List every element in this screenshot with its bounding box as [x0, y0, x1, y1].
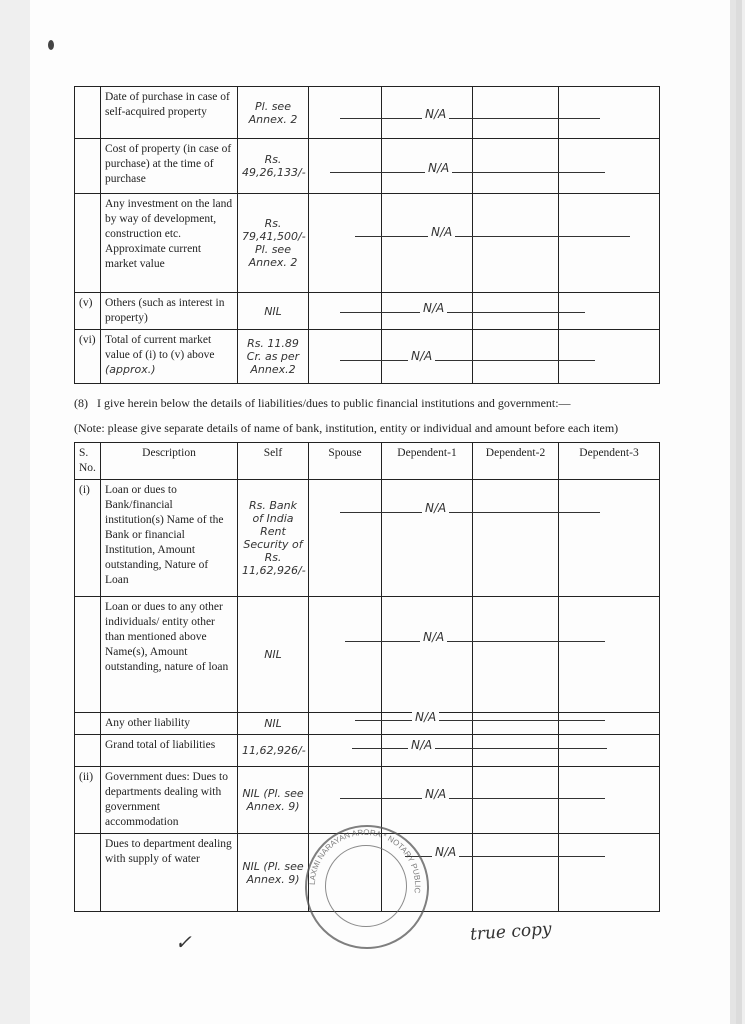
section-8-note: (Note: please give separate details of name of bank, institution, entity or individual and amount before each item): [74, 421, 619, 435]
na-strike-line: [340, 512, 600, 513]
sno-cell: [75, 713, 101, 735]
na-mark: N/A: [425, 161, 452, 175]
table-row: [75, 293, 660, 330]
header-dependent-2: Dependent-2: [473, 443, 559, 480]
table-row: [75, 194, 660, 293]
na-strike-line: [345, 641, 605, 642]
header-dependent-3: Dependent-3: [559, 443, 660, 480]
notary-stamp: [305, 825, 429, 949]
check-mark: ✓: [175, 930, 192, 954]
na-mark: N/A: [422, 107, 449, 121]
sno-cell: (i): [75, 480, 101, 597]
description-cell: Others (such as interest in property): [101, 293, 238, 330]
description-cell: Any investment on the land by way of development, construction etc. Approximate current market value: [101, 194, 238, 293]
self-cell: NIL: [238, 293, 309, 330]
stamp-text-ring: [305, 825, 425, 945]
self-cell: NIL (Pl. see Annex. 9): [238, 834, 309, 912]
na-mark: N/A: [408, 738, 435, 752]
na-mark: N/A: [428, 225, 455, 239]
table-row: [75, 767, 660, 834]
table-row: [75, 735, 660, 767]
header-sno: S. No.: [75, 443, 101, 480]
na-strike-line: [340, 360, 595, 361]
na-strike-line: [340, 798, 605, 799]
sno-cell: (ii): [75, 767, 101, 834]
description-cell: Cost of property (in case of purchase) at the time of purchase: [101, 139, 238, 194]
na-mark: N/A: [408, 349, 435, 363]
table-row: [75, 139, 660, 194]
table-row: [75, 87, 660, 139]
description-text: Total of current market value of (i) to (v) above: [105, 334, 215, 361]
self-cell: Rs. 79,41,500/- Pl. see Annex. 2: [238, 194, 309, 293]
na-strike-line: [355, 236, 630, 237]
self-cell: NIL (Pl. see Annex. 9): [238, 767, 309, 834]
sno-cell: [75, 597, 101, 713]
sno-cell: [75, 139, 101, 194]
sno-cell: [75, 735, 101, 767]
table-row: [75, 480, 660, 597]
description-cell: Loan or dues to any other individuals/ entity other than mentioned above Name(s), Amount outstanding, nature of loan: [101, 597, 238, 713]
header-spouse: Spouse: [309, 443, 382, 480]
na-strike-line: [330, 172, 605, 173]
na-mark: N/A: [412, 710, 439, 724]
description-cell: Dues to department dealing with supply of water: [101, 834, 238, 912]
description-cell: Date of purchase in case of self-acquired property: [101, 87, 238, 139]
self-cell: 11,62,926/-: [238, 735, 309, 767]
self-cell: NIL: [238, 713, 309, 735]
table-row: [75, 713, 660, 735]
sno-cell: (vi): [75, 330, 101, 384]
description-cell: Grand total of liabilities: [101, 735, 238, 767]
description-cell: Government dues: Dues to departments dealing with government accommodation: [101, 767, 238, 834]
na-mark: N/A: [422, 787, 449, 801]
description-cell: [101, 330, 238, 384]
sno-cell: (v): [75, 293, 101, 330]
header-description: Description: [101, 443, 238, 480]
section-8-heading: [74, 396, 571, 411]
sno-cell: [75, 87, 101, 139]
na-strike-line: [355, 720, 605, 721]
section-text: I give herein below the details of liabilities/dues to public financial institutions and government:—: [97, 396, 571, 410]
sno-cell: [75, 194, 101, 293]
sno-cell: [75, 834, 101, 912]
self-cell: Rs. Bank of India Rent Security of Rs. 11,62,926/-: [238, 480, 309, 597]
header-dependent-1: Dependent-1: [382, 443, 473, 480]
na-mark: N/A: [432, 845, 459, 859]
self-cell: Rs. 49,26,133/-: [238, 139, 309, 194]
scan-mark: [48, 40, 54, 50]
header-self: Self: [238, 443, 309, 480]
stamp-text: LAXMI NARAYAN ARORA * NOTARY PUBLIC: [307, 827, 423, 894]
description-cell: Any other liability: [101, 713, 238, 735]
self-cell: Rs. 11.89 Cr. as per Annex.2: [238, 330, 309, 384]
approx-note: (approx.): [105, 363, 156, 376]
assets-table-continued: [74, 86, 660, 384]
signature-text: true copy: [469, 919, 553, 945]
na-mark: N/A: [422, 501, 449, 515]
na-strike-line: [352, 748, 607, 749]
na-strike-line: [340, 312, 585, 313]
description-cell: Loan or dues to Bank/financial institution(s) Name of the Bank or financial Institution, Amount outstanding, Nature of Loan: [101, 480, 238, 597]
na-mark: N/A: [420, 630, 447, 644]
na-mark: N/A: [420, 301, 447, 315]
self-cell: Pl. see Annex. 2: [238, 87, 309, 139]
self-cell: NIL: [238, 597, 309, 713]
table-row: [75, 597, 660, 713]
na-strike-line: [340, 118, 600, 119]
table-header-row: [75, 443, 660, 480]
table-row: [75, 330, 660, 384]
section-number: (8): [74, 396, 88, 410]
